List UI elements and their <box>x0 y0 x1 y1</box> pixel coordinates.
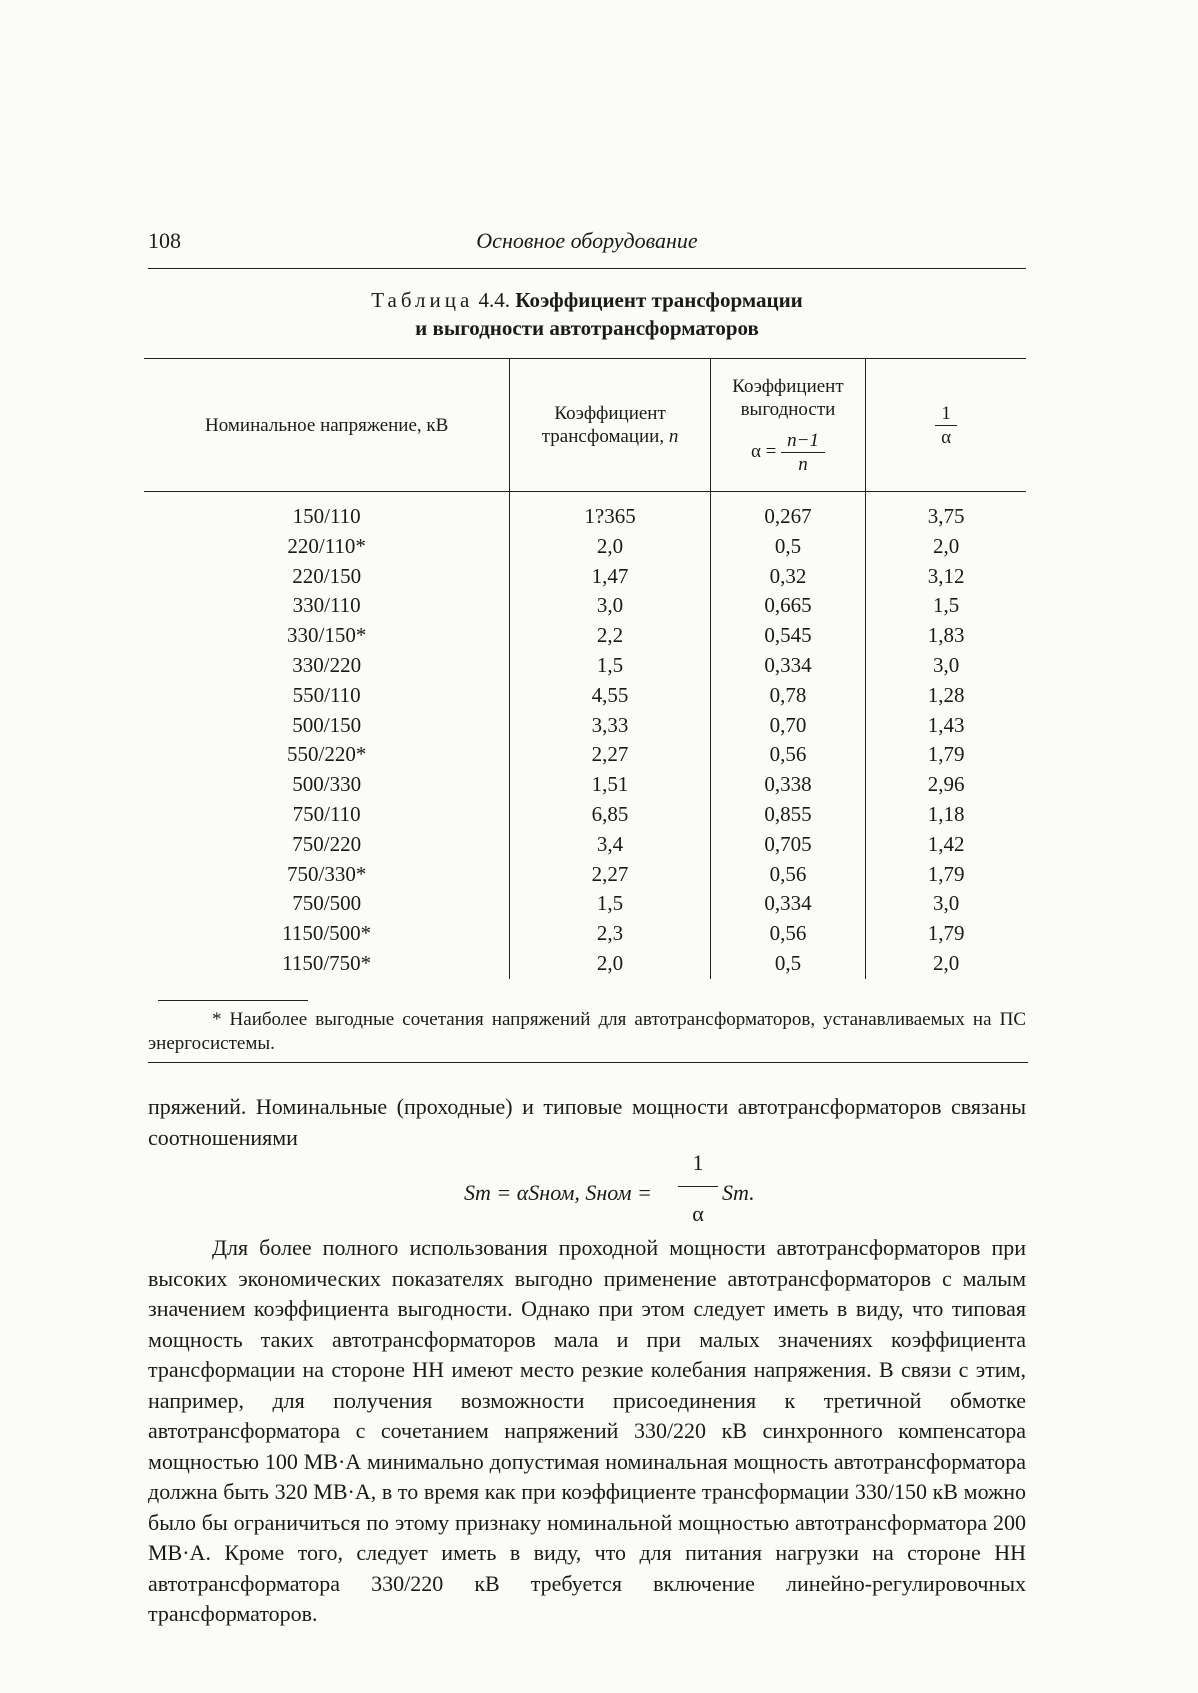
table-row <box>144 621 1026 651</box>
cell-voltage: 1150/500* <box>282 921 372 946</box>
cell-alpha: 0,78 <box>710 681 865 711</box>
table-row <box>144 681 1026 711</box>
formula-left: Sт = αSном, Sном = <box>464 1180 652 1205</box>
table-row <box>144 532 1026 562</box>
formula-fraction <box>678 1150 718 1227</box>
cell-alpha: 0,5 <box>710 949 865 979</box>
cell-ratio: 2,0 <box>510 949 710 979</box>
table-bottom-rule <box>148 1062 1028 1063</box>
cell-inverse-alpha: 1,43 <box>866 711 1026 741</box>
ratio-table <box>144 358 1026 979</box>
formula-bar <box>678 1186 718 1187</box>
cell-voltage: 550/110 <box>292 682 361 707</box>
cell-ratio: 1,5 <box>510 651 710 681</box>
page-header <box>148 228 1026 268</box>
cell-alpha: 0,32 <box>710 562 865 592</box>
cell-ratio: 3,0 <box>510 591 710 621</box>
cell-inverse-alpha: 1,83 <box>866 621 1026 651</box>
alpha-lhs: α = <box>750 440 777 462</box>
cell-alpha: 0,665 <box>710 591 865 621</box>
table-row <box>144 711 1026 741</box>
cell-voltage: 220/150 <box>292 563 362 588</box>
cell-voltage: 750/500 <box>292 891 362 916</box>
cell-alpha: 0,267 <box>710 492 865 532</box>
footnote-rule <box>158 1000 308 1001</box>
cell-voltage: 330/110 <box>292 593 361 618</box>
paragraph-2: Для более полного использования проходной мощности автотрансформаторов при высоких экономических показателях выгодно применение автотрансформаторов с малым значением коэффициента выгодности. Однако при этом следует иметь в виду, что типовая мощность таких автотрансформаторов мала и при малых значениях коэффициента трансформации на стороне НН имеют место резкие колебания напряжения. В связи с этим, например, для получения возможности присоединения к третичной обмотке автотрансформатора с сочетанием напряжений 330/220 кВ синхронного компенсатора мощностью 100 МВ·А минимально допустимая номинальная мощность автотрансформатора должна быть 320 МВ·А, в то время как при коэффициенте трансформации 330/150 кВ можно было бы ограничиться по этому признаку номинальной мощностью автотрансформатора 200 МВ·А. Кроме того, следует иметь в виду, что для питания нагрузки на стороне НН автотрансформатора 330/220 кВ требуется включение линейно-регулировочных трансформаторов. <box>148 1235 1026 1626</box>
cell-inverse-alpha: 1,79 <box>866 740 1026 770</box>
table-row <box>144 860 1026 890</box>
cell-alpha: 0,855 <box>710 800 865 830</box>
cell-inverse-alpha: 1,5 <box>866 591 1026 621</box>
cell-ratio: 2,3 <box>510 919 710 949</box>
cell-ratio: 2,0 <box>510 532 710 562</box>
table-row <box>144 492 1026 532</box>
table-row <box>144 919 1026 949</box>
header-nominal-voltage: Номинальное напряжение, кВ <box>144 359 510 492</box>
caption-label: Таблица <box>371 288 474 312</box>
power-formula <box>148 1150 1026 1230</box>
header-transformation-ratio: Коэффициент трансфомации, n <box>510 359 710 492</box>
table-caption <box>148 286 1026 342</box>
cell-inverse-alpha: 2,96 <box>866 770 1026 800</box>
page-number: 108 <box>148 228 181 253</box>
cell-ratio: 2,27 <box>510 740 710 770</box>
cell-inverse-alpha: 1,79 <box>866 919 1026 949</box>
cell-ratio: 1?365 <box>510 492 710 532</box>
cell-ratio: 6,85 <box>510 800 710 830</box>
cell-inverse-alpha: 3,12 <box>866 562 1026 592</box>
cell-voltage: 150/110 <box>292 504 361 528</box>
caption-number: 4.4. <box>478 288 511 312</box>
cell-inverse-alpha: 3,0 <box>866 889 1026 919</box>
cell-voltage: 1150/750* <box>282 950 372 975</box>
cell-alpha: 0,5 <box>710 532 865 562</box>
cell-alpha: 0,705 <box>710 830 865 860</box>
paragraph-1: пряжений. Номинальные (проходные) и типовые мощности автотрансформаторов связаны соотношениями <box>148 1094 1026 1150</box>
cell-inverse-alpha: 2,0 <box>866 949 1026 979</box>
cell-voltage: 220/110* <box>287 533 366 558</box>
cell-voltage: 330/220 <box>292 652 362 677</box>
cell-ratio: 3,4 <box>510 830 710 860</box>
cell-inverse-alpha: 3,0 <box>866 651 1026 681</box>
cell-voltage: 750/330* <box>286 861 367 886</box>
cell-alpha: 0,70 <box>710 711 865 741</box>
formula-numerator: 1 <box>692 1150 704 1175</box>
cell-voltage: 550/220* <box>286 742 367 767</box>
cell-ratio: 3,33 <box>510 711 710 741</box>
cell-voltage: 500/150 <box>292 712 362 737</box>
table-row <box>144 562 1026 592</box>
table-row <box>144 800 1026 830</box>
table-row <box>144 830 1026 860</box>
table-row <box>144 949 1026 979</box>
cell-alpha: 0,56 <box>710 860 865 890</box>
header-inverse-alpha <box>866 359 1026 492</box>
header-rule <box>148 268 1026 269</box>
running-title: Основное оборудование <box>476 228 698 253</box>
cell-voltage: 750/110 <box>292 801 361 826</box>
cell-inverse-alpha: 3,75 <box>866 492 1026 532</box>
alpha-fraction: $\frac{n-1}{n}$ <box>781 429 825 476</box>
table-row <box>144 889 1026 919</box>
inverse-alpha-fraction: $\frac{1}{\alpha}$ <box>935 402 957 449</box>
cell-inverse-alpha: 2,0 <box>866 532 1026 562</box>
table-footnote: * Наиболее выгодные сочетания напряжений для автотрансформаторов, устанавливаемых на ПС энергосистемы. <box>148 1009 1026 1054</box>
cell-alpha: 0,338 <box>710 770 865 800</box>
cell-alpha: 0,56 <box>710 740 865 770</box>
table-body <box>144 492 1026 979</box>
cell-inverse-alpha: 1,18 <box>866 800 1026 830</box>
cell-voltage: 500/330 <box>292 772 362 797</box>
table-row <box>144 740 1026 770</box>
cell-inverse-alpha: 1,79 <box>866 860 1026 890</box>
cell-voltage: 330/150* <box>286 623 367 648</box>
table-header-row <box>144 359 1026 492</box>
cell-alpha: 0,334 <box>710 651 865 681</box>
cell-ratio: 2,2 <box>510 621 710 651</box>
cell-inverse-alpha: 1,42 <box>866 830 1026 860</box>
caption-title-line2: и выгодности автотрансформаторов <box>415 316 759 340</box>
cell-ratio: 1,51 <box>510 770 710 800</box>
cell-voltage: 750/220 <box>292 831 362 856</box>
ratio-table-wrapper <box>144 358 1026 979</box>
caption-title-line1: Коэффициент трансформации <box>515 288 803 312</box>
formula-right: Sт. <box>722 1180 755 1205</box>
cell-ratio: 2,27 <box>510 860 710 890</box>
cell-ratio: 1,47 <box>510 562 710 592</box>
cell-alpha: 0,334 <box>710 889 865 919</box>
cell-alpha: 0,545 <box>710 621 865 651</box>
cell-ratio: 1,5 <box>510 889 710 919</box>
formula-denominator: α <box>692 1201 704 1226</box>
cell-ratio: 4,55 <box>510 681 710 711</box>
table-row <box>144 770 1026 800</box>
table-row <box>144 591 1026 621</box>
table-row <box>144 651 1026 681</box>
cell-inverse-alpha: 1,28 <box>866 681 1026 711</box>
cell-alpha: 0,56 <box>710 919 865 949</box>
header-benefit-coefficient: Коэффициент выгодности α = $\frac{n-1}{n}$ <box>710 359 865 492</box>
